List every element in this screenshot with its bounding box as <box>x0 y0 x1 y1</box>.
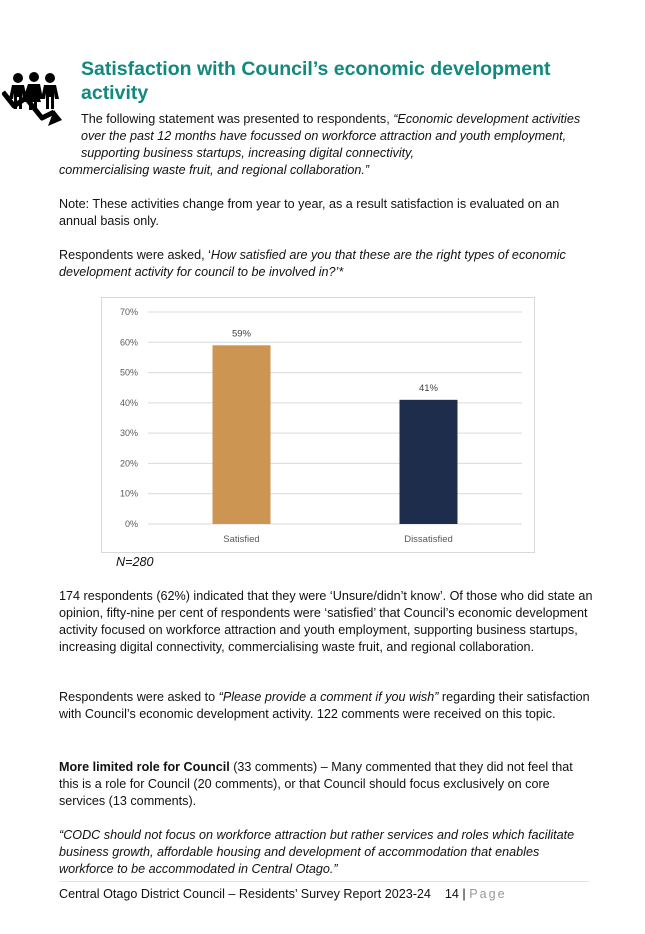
satisfaction-bar-chart <box>101 297 535 553</box>
theme-paragraph <box>59 759 594 810</box>
results-paragraph: 174 respondents (62%) indicated that they were ‘Unsure/didn’t know’. Of those who did state an opinion, fifty-nine per cent of respondents were ‘satisfied’ that Council’s economic development activity focused on workforce attraction and youth employment, supporting business startups, increasing digital connectivity, commercialising waste fruit, and regional collaboration. <box>59 589 593 654</box>
comments-quote: “Please provide a comment if you wish” <box>218 690 439 704</box>
footer-divider <box>59 881 589 882</box>
y-tick-label: 0% <box>124 519 138 529</box>
comments-tail: regarding their satisfaction with Council’s economic development activity. 122 comments were received on this topic. <box>59 690 590 721</box>
y-tick-label: 20% <box>119 458 138 469</box>
chart-canvas <box>102 298 534 552</box>
data-label: 59% <box>231 328 252 340</box>
y-tick-label: 30% <box>119 428 138 439</box>
theme-detail: (33 comments) – Many commented that they did not feel that this is a role for Council (20 comments), or that Council should focus exclusively on core services (13 comments). <box>59 760 573 808</box>
question-text: How satisfied are you that these are the right types of economic development activity for council to be involved in?’* <box>59 248 566 279</box>
intro-quote-line2: commercialising waste fruit, and regional collaboration.” <box>59 163 370 177</box>
intro-lead: The following statement was presented to respondents, <box>81 112 394 126</box>
people-chart-icon <box>2 68 66 128</box>
y-tick-label: 70% <box>119 307 138 317</box>
y-tick-label: 50% <box>119 367 138 378</box>
question-lead: Respondents were asked, ‘ <box>59 248 211 262</box>
intro-quote-line1: “Economic development activities over the past 12 months have focussed on workforce attraction and youth employment, supporting business startups, increasing digital connectivity, <box>81 112 581 160</box>
comments-paragraph <box>59 689 594 723</box>
data-label: 41% <box>418 382 439 394</box>
page-title: Satisfaction with Council’s economic development activity <box>81 58 551 104</box>
question-paragraph <box>59 247 594 281</box>
bar-satisfied <box>213 345 271 524</box>
y-tick-label: 40% <box>119 397 138 408</box>
sample-size-label: N=280 <box>116 555 154 569</box>
note-paragraph: Note: These activities change from year to year, as a result satisfaction is evaluated on an annual basis only. <box>59 197 560 228</box>
footer-page-number: 14 <box>444 887 459 901</box>
comments-lead: Respondents were asked to <box>59 690 219 704</box>
comment-quote-block: “CODC should not focus on workforce attraction but rather services and roles which facilitate business growth, affordable housing and development of accommodation that enables workforce to be accommodated in Central Otago.” <box>59 828 575 876</box>
footer-page-word: Page <box>469 887 507 901</box>
x-tick-label: Satisfied <box>223 534 260 545</box>
theme-title: More limited role for Council <box>59 760 230 774</box>
intro-paragraph <box>59 111 591 179</box>
page-footer <box>59 886 507 902</box>
y-tick-label: 60% <box>119 337 138 348</box>
y-tick-label: 10% <box>119 488 138 499</box>
bar-dissatisfied <box>400 400 458 524</box>
x-tick-label: Dissatisfied <box>404 534 453 545</box>
footer-report-title: Central Otago District Council – Residents’ Survey Report 2023-24 <box>59 887 431 901</box>
footer-separator: | <box>458 887 470 901</box>
